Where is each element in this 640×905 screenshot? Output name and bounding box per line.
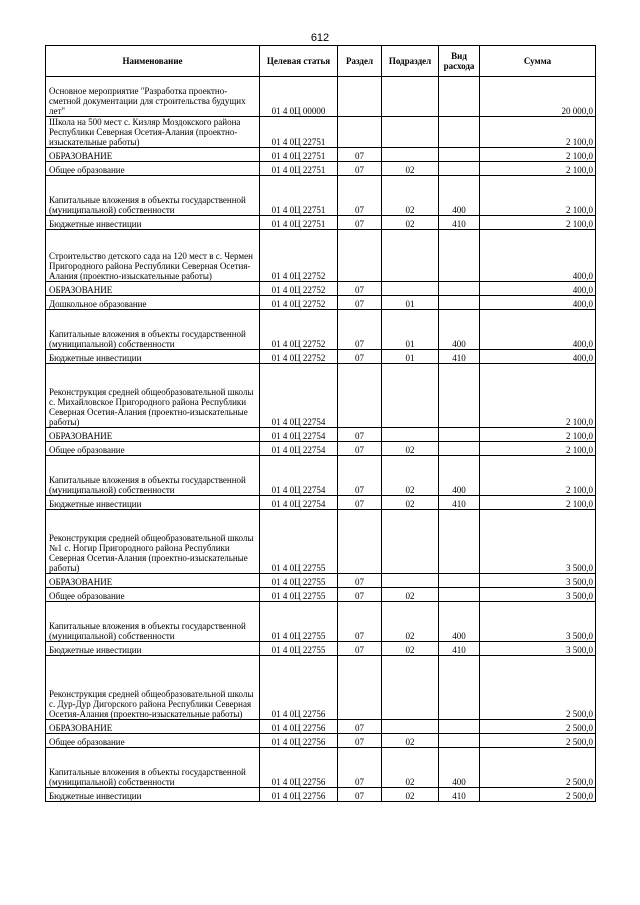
- column-header-sum: Сумма: [480, 46, 596, 77]
- table-row: [46, 117, 596, 148]
- table-cell-sum: 3 500,0: [480, 642, 596, 656]
- table-row: [46, 77, 596, 117]
- table-cell-name: Капитальные вложения в объекты государственной (муниципальной) собственности: [46, 602, 260, 642]
- table-cell-target-article: 01 4 0Ц 22756: [260, 720, 338, 734]
- table-cell-expense-type: [439, 296, 480, 310]
- table-cell-name: Бюджетные инвестиции: [46, 788, 260, 802]
- table-cell-subsection: [382, 77, 439, 117]
- table-cell-expense-type: [439, 162, 480, 176]
- table-cell-subsection: 01: [382, 310, 439, 350]
- table-row: [46, 310, 596, 350]
- table-cell-target-article: 01 4 0Ц 22754: [260, 456, 338, 496]
- table-row: [46, 364, 596, 428]
- table-cell-target-article: 01 4 0Ц 22751: [260, 117, 338, 148]
- table-cell-section: 07: [338, 496, 382, 510]
- table-row: [46, 216, 596, 230]
- table-cell-target-article: 01 4 0Ц 22756: [260, 748, 338, 788]
- table-cell-section: [338, 230, 382, 282]
- table-cell-subsection: [382, 720, 439, 734]
- table-cell-section: 07: [338, 602, 382, 642]
- table-cell-expense-type: [439, 442, 480, 456]
- table-cell-expense-type: [439, 734, 480, 748]
- table-cell-sum: 400,0: [480, 310, 596, 350]
- table-cell-expense-type: [439, 77, 480, 117]
- table-cell-target-article: 01 4 0Ц 22755: [260, 588, 338, 602]
- table-row: [46, 734, 596, 748]
- table-cell-expense-type: 410: [439, 496, 480, 510]
- table-cell-sum: 3 500,0: [480, 602, 596, 642]
- table-row: [46, 456, 596, 496]
- table-cell-section: 07: [338, 642, 382, 656]
- table-cell-expense-type: 400: [439, 602, 480, 642]
- table-cell-section: [338, 510, 382, 574]
- table-cell-name: ОБРАЗОВАНИЕ: [46, 282, 260, 296]
- table-cell-expense-type: 400: [439, 176, 480, 216]
- table-cell-sum: 2 500,0: [480, 734, 596, 748]
- table-cell-subsection: 02: [382, 588, 439, 602]
- table-cell-name: Общее образование: [46, 442, 260, 456]
- table-cell-section: 07: [338, 574, 382, 588]
- column-header-subsection: Подраздел: [382, 46, 439, 77]
- table-cell-expense-type: [439, 720, 480, 734]
- table-cell-sum: 2 100,0: [480, 216, 596, 230]
- table-cell-subsection: 02: [382, 748, 439, 788]
- table-row: [46, 428, 596, 442]
- table-cell-target-article: 01 4 0Ц 00000: [260, 77, 338, 117]
- table-cell-sum: 400,0: [480, 230, 596, 282]
- table-cell-name: Бюджетные инвестиции: [46, 350, 260, 364]
- table-cell-name: Бюджетные инвестиции: [46, 642, 260, 656]
- table-body: [46, 77, 596, 802]
- table-cell-sum: 2 100,0: [480, 442, 596, 456]
- table-cell-subsection: 02: [382, 602, 439, 642]
- table-cell-target-article: 01 4 0Ц 22754: [260, 442, 338, 456]
- page-number: 612: [310, 32, 330, 44]
- table-row: [46, 602, 596, 642]
- budget-table: [45, 45, 596, 802]
- table-cell-section: 07: [338, 788, 382, 802]
- table-cell-sum: 2 100,0: [480, 364, 596, 428]
- table-cell-section: 07: [338, 282, 382, 296]
- table-cell-name: Основное мероприятие "Разработка проектно-сметной документации для строительства будущих лет": [46, 77, 260, 117]
- table-row: [46, 642, 596, 656]
- table-cell-target-article: 01 4 0Ц 22755: [260, 574, 338, 588]
- table-cell-sum: 2 100,0: [480, 148, 596, 162]
- table-row: [46, 496, 596, 510]
- table-cell-subsection: [382, 656, 439, 720]
- table-cell-section: 07: [338, 350, 382, 364]
- table-cell-subsection: 02: [382, 216, 439, 230]
- table-cell-target-article: 01 4 0Ц 22752: [260, 310, 338, 350]
- table-row: [46, 148, 596, 162]
- table-cell-name: ОБРАЗОВАНИЕ: [46, 574, 260, 588]
- table-row: [46, 230, 596, 282]
- column-header-name: Наименование: [46, 46, 260, 77]
- table-cell-target-article: 01 4 0Ц 22756: [260, 788, 338, 802]
- table-cell-expense-type: 410: [439, 642, 480, 656]
- table-cell-subsection: 02: [382, 496, 439, 510]
- table-cell-subsection: 02: [382, 642, 439, 656]
- table-cell-sum: 2 100,0: [480, 176, 596, 216]
- table-cell-target-article: 01 4 0Ц 22754: [260, 364, 338, 428]
- table-cell-sum: 2 100,0: [480, 162, 596, 176]
- table-cell-section: 07: [338, 428, 382, 442]
- table-cell-target-article: 01 4 0Ц 22751: [260, 176, 338, 216]
- table-cell-expense-type: [439, 656, 480, 720]
- table-row: [46, 788, 596, 802]
- table-row: [46, 720, 596, 734]
- table-row: [46, 574, 596, 588]
- table-row: [46, 350, 596, 364]
- table-cell-section: [338, 656, 382, 720]
- table-cell-expense-type: [439, 588, 480, 602]
- table-cell-expense-type: 400: [439, 748, 480, 788]
- table-cell-name: Капитальные вложения в объекты государственной (муниципальной) собственности: [46, 310, 260, 350]
- table-row: [46, 656, 596, 720]
- table-cell-subsection: [382, 364, 439, 428]
- table-cell-name: Строительство детского сада на 120 мест в с. Чермен Пригородного района Республики Северная Осетия-Алания (проектно-изыскательные работы): [46, 230, 260, 282]
- table-row: [46, 176, 596, 216]
- table-cell-subsection: 02: [382, 162, 439, 176]
- table-cell-name: Капитальные вложения в объекты государственной (муниципальной) собственности: [46, 748, 260, 788]
- table-cell-subsection: [382, 574, 439, 588]
- table-cell-name: Бюджетные инвестиции: [46, 496, 260, 510]
- table-cell-name: Реконструкция средней общеобразовательной школы с. Михайловское Пригородного района Республики Северная Осетия-Алания (проектно-изыскательные работы): [46, 364, 260, 428]
- table-cell-subsection: [382, 117, 439, 148]
- table-cell-section: 07: [338, 588, 382, 602]
- table-cell-target-article: 01 4 0Ц 22754: [260, 496, 338, 510]
- table-cell-sum: 2 500,0: [480, 748, 596, 788]
- table-cell-name: Капитальные вложения в объекты государственной (муниципальной) собственности: [46, 456, 260, 496]
- table-cell-target-article: 01 4 0Ц 22755: [260, 602, 338, 642]
- table-cell-name: Реконструкция средней общеобразовательной школы №1 с. Ногир Пригородного района Республики Северная Осетия-Алания (проектно-изыскательные работы): [46, 510, 260, 574]
- table-cell-expense-type: [439, 117, 480, 148]
- table-cell-target-article: 01 4 0Ц 22752: [260, 296, 338, 310]
- table-cell-section: 07: [338, 216, 382, 230]
- table-cell-subsection: [382, 148, 439, 162]
- table-cell-name: Дошкольное образование: [46, 296, 260, 310]
- table-cell-expense-type: [439, 364, 480, 428]
- table-cell-subsection: 02: [382, 442, 439, 456]
- table-cell-subsection: 01: [382, 350, 439, 364]
- table-cell-target-article: 01 4 0Ц 22754: [260, 428, 338, 442]
- table-cell-subsection: 02: [382, 788, 439, 802]
- table-cell-name: Общее образование: [46, 588, 260, 602]
- table-cell-expense-type: [439, 574, 480, 588]
- table-cell-name: Реконструкция средней общеобразовательной школы с. Дур-Дур Дигорского района Республики Северная Осетия-Алания (проектно-изыскательные работы): [46, 656, 260, 720]
- table-cell-target-article: 01 4 0Ц 22756: [260, 734, 338, 748]
- table-cell-subsection: 02: [382, 456, 439, 496]
- table-row: [46, 282, 596, 296]
- table-cell-sum: 2 500,0: [480, 788, 596, 802]
- table-cell-section: [338, 117, 382, 148]
- table-cell-name: Общее образование: [46, 734, 260, 748]
- table-cell-section: 07: [338, 720, 382, 734]
- table-cell-subsection: 01: [382, 296, 439, 310]
- table-row: [46, 510, 596, 574]
- table-cell-name: ОБРАЗОВАНИЕ: [46, 720, 260, 734]
- table-cell-expense-type: 410: [439, 788, 480, 802]
- table-row: [46, 748, 596, 788]
- table-cell-subsection: [382, 510, 439, 574]
- table-cell-expense-type: [439, 230, 480, 282]
- table-cell-target-article: 01 4 0Ц 22751: [260, 216, 338, 230]
- table-cell-target-article: 01 4 0Ц 22752: [260, 282, 338, 296]
- table-cell-subsection: [382, 428, 439, 442]
- table-cell-expense-type: [439, 510, 480, 574]
- table-cell-expense-type: [439, 282, 480, 296]
- table-cell-target-article: 01 4 0Ц 22751: [260, 162, 338, 176]
- table-cell-target-article: 01 4 0Ц 22752: [260, 350, 338, 364]
- table-cell-expense-type: 400: [439, 456, 480, 496]
- table-cell-name: Школа на 500 мест с. Кизляр Моздокского района Республики Северная Осетия-Алания (проектно-изыскательные работы): [46, 117, 260, 148]
- table-cell-sum: 3 500,0: [480, 574, 596, 588]
- table-cell-sum: 2 100,0: [480, 117, 596, 148]
- table-row: [46, 588, 596, 602]
- table-cell-expense-type: 410: [439, 216, 480, 230]
- table-cell-target-article: 01 4 0Ц 22752: [260, 230, 338, 282]
- table-row: [46, 442, 596, 456]
- table-cell-sum: 2 500,0: [480, 656, 596, 720]
- table-cell-sum: 3 500,0: [480, 588, 596, 602]
- table-cell-subsection: 02: [382, 176, 439, 216]
- table-cell-section: 07: [338, 162, 382, 176]
- table-cell-name: Общее образование: [46, 162, 260, 176]
- table-cell-expense-type: 410: [439, 350, 480, 364]
- table-cell-name: ОБРАЗОВАНИЕ: [46, 428, 260, 442]
- table-cell-section: 07: [338, 148, 382, 162]
- table-cell-subsection: 02: [382, 734, 439, 748]
- table-row: [46, 296, 596, 310]
- table-cell-sum: 2 100,0: [480, 456, 596, 496]
- table-cell-expense-type: 400: [439, 310, 480, 350]
- table-cell-target-article: 01 4 0Ц 22751: [260, 148, 338, 162]
- table-cell-name: Капитальные вложения в объекты государственной (муниципальной) собственности: [46, 176, 260, 216]
- table-cell-section: 07: [338, 310, 382, 350]
- table-cell-sum: 2 100,0: [480, 428, 596, 442]
- table-cell-sum: 400,0: [480, 282, 596, 296]
- table-cell-section: [338, 77, 382, 117]
- table-cell-section: 07: [338, 456, 382, 496]
- column-header-section: Раздел: [338, 46, 382, 77]
- table-cell-sum: 20 000,0: [480, 77, 596, 117]
- table-cell-subsection: [382, 282, 439, 296]
- column-header-target-article: Целевая статья: [260, 46, 338, 77]
- table-cell-target-article: 01 4 0Ц 22755: [260, 642, 338, 656]
- table-cell-name: Бюджетные инвестиции: [46, 216, 260, 230]
- table-cell-expense-type: [439, 428, 480, 442]
- table-cell-expense-type: [439, 148, 480, 162]
- table-cell-section: 07: [338, 176, 382, 216]
- table-cell-section: 07: [338, 296, 382, 310]
- table-cell-sum: 2 500,0: [480, 720, 596, 734]
- table-cell-target-article: 01 4 0Ц 22756: [260, 656, 338, 720]
- table-cell-sum: 2 100,0: [480, 496, 596, 510]
- column-header-expense-type: Вид расхода: [439, 46, 480, 77]
- table-cell-sum: 3 500,0: [480, 510, 596, 574]
- table-header-row: [46, 46, 596, 77]
- table-cell-section: [338, 364, 382, 428]
- table-row: [46, 162, 596, 176]
- table-cell-section: 07: [338, 748, 382, 788]
- table-cell-subsection: [382, 230, 439, 282]
- table-cell-sum: 400,0: [480, 350, 596, 364]
- table-cell-sum: 400,0: [480, 296, 596, 310]
- table-cell-section: 07: [338, 734, 382, 748]
- table-cell-name: ОБРАЗОВАНИЕ: [46, 148, 260, 162]
- table-cell-section: 07: [338, 442, 382, 456]
- table-cell-target-article: 01 4 0Ц 22755: [260, 510, 338, 574]
